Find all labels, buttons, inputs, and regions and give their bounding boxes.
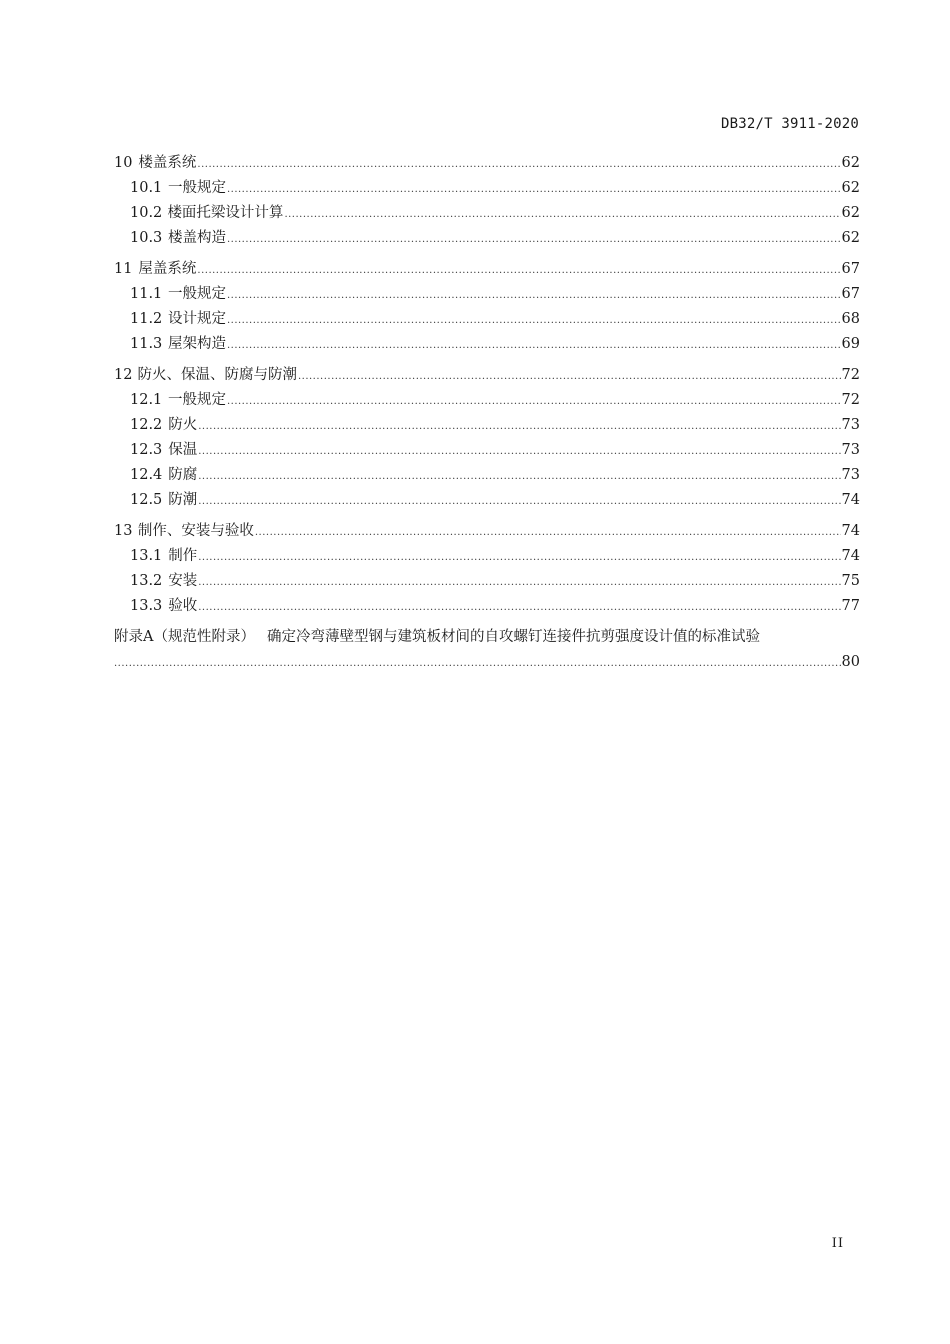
toc-entry-section-10-2[interactable] (114, 203, 860, 228)
toc-entry-page: 73 (841, 467, 860, 483)
appendix-label: 附录A（规范性附录） (114, 629, 255, 645)
toc-entry-page: 69 (841, 336, 860, 352)
toc-leader-dots (227, 180, 841, 200)
toc-entry-page: 80 (841, 654, 860, 670)
toc-leader-dots (227, 392, 841, 412)
toc-entry-title: 楼盖系统 (138, 155, 197, 171)
toc-entry-chapter-10[interactable] (114, 153, 860, 178)
toc-leader-dots (298, 367, 841, 387)
toc-entry-number: 10.3 (130, 230, 163, 246)
toc-entry-number: 13.1 (130, 548, 163, 564)
toc-entry-title: 保温 (168, 442, 198, 458)
toc-entry-number: 11.2 (130, 311, 163, 327)
toc-entry-page: 73 (841, 442, 860, 458)
toc-entry-page: 72 (841, 367, 860, 383)
toc-entry-chapter-12[interactable] (114, 365, 860, 390)
toc-entry-number: 13 (114, 523, 133, 539)
toc-leader-dots (197, 261, 840, 281)
toc-entry-title: 安装 (168, 573, 198, 589)
toc-entry-title: 屋架构造 (167, 336, 226, 352)
toc-entry-page: 74 (841, 523, 860, 539)
toc-entry-section-10-1[interactable] (114, 178, 860, 203)
toc-entry-number: 12.3 (130, 442, 163, 458)
toc-entry-number: 11.3 (130, 336, 163, 352)
toc-entry-page: 74 (841, 492, 860, 508)
toc-leader-dots (198, 442, 840, 462)
toc-entry-title: 一般规定 (167, 286, 226, 302)
toc-leader-dots (198, 548, 840, 568)
toc-entry-chapter-11[interactable] (114, 259, 860, 284)
toc-entry-section-10-3[interactable] (114, 228, 860, 253)
toc-entry-number: 12 (114, 367, 133, 383)
toc-leader-dots (198, 417, 840, 437)
toc-entry-title: 防腐 (168, 467, 198, 483)
toc-entry-section-11-2[interactable] (114, 309, 860, 334)
table-of-contents (114, 153, 860, 677)
toc-entry-title: 楼盖构造 (167, 230, 226, 246)
toc-leader-dots (114, 654, 841, 674)
toc-entry-section-12-1[interactable] (114, 390, 860, 415)
toc-entry-number: 12.1 (130, 392, 163, 408)
toc-entry-section-12-5[interactable] (114, 490, 860, 515)
toc-entry-page: 68 (841, 311, 860, 327)
toc-leader-dots (198, 598, 840, 618)
toc-entry-section-13-3[interactable] (114, 596, 860, 621)
toc-entry-title: 一般规定 (167, 180, 226, 196)
toc-entry-title: 设计规定 (167, 311, 226, 327)
toc-entry-section-13-1[interactable] (114, 546, 860, 571)
toc-entry-section-12-3[interactable] (114, 440, 860, 465)
toc-entry-page: 74 (841, 548, 860, 564)
toc-entry-title: 防潮 (168, 492, 198, 508)
toc-leader-dots (227, 336, 841, 356)
toc-entry-page: 62 (841, 155, 860, 171)
toc-leader-dots (284, 205, 840, 225)
toc-entry-section-11-3[interactable] (114, 334, 860, 359)
toc-leader-dots (198, 573, 840, 593)
toc-entry-page: 67 (841, 286, 860, 302)
toc-entry-appendix-a[interactable] (114, 627, 860, 652)
toc-entry-title: 楼面托梁设计计算 (167, 205, 284, 221)
page-number: II (831, 1236, 844, 1251)
toc-entry-number: 12.5 (130, 492, 163, 508)
toc-entry-number: 11.1 (130, 286, 163, 302)
toc-entry-number: 10.2 (130, 205, 163, 221)
appendix-title: 确定冷弯薄壁型钢与建筑板材间的自攻螺钉连接件抗剪强度设计值的标准试验 (266, 629, 760, 645)
toc-entry-section-12-2[interactable] (114, 415, 860, 440)
toc-entry-section-12-4[interactable] (114, 465, 860, 490)
toc-entry-number: 10.1 (130, 180, 163, 196)
toc-entry-page: 62 (841, 205, 860, 221)
toc-entry-number: 11 (114, 261, 133, 277)
toc-entry-title: 制作、安装与验收 (137, 523, 254, 539)
toc-leader-dots (198, 467, 840, 487)
toc-entry-number: 10 (114, 155, 133, 171)
toc-entry-title: 制作 (168, 548, 198, 564)
toc-entry-page: 77 (841, 598, 860, 614)
toc-leader-dots (255, 523, 841, 543)
toc-entry-number: 13.2 (130, 573, 163, 589)
toc-entry-page: 75 (841, 573, 860, 589)
toc-entry-page: 73 (841, 417, 860, 433)
toc-entry-number: 12.4 (130, 467, 163, 483)
toc-entry-title: 验收 (168, 598, 198, 614)
toc-entry-section-13-2[interactable] (114, 571, 860, 596)
toc-entry-title: 防火、保温、防腐与防潮 (137, 367, 297, 383)
toc-entry-page: 62 (841, 180, 860, 196)
toc-entry-page: 72 (841, 392, 860, 408)
toc-leader-dots (227, 311, 841, 331)
toc-entry-page: 67 (841, 261, 860, 277)
toc-entry-chapter-13[interactable] (114, 521, 860, 546)
toc-entry-title: 屋盖系统 (138, 261, 197, 277)
standard-code: DB32/T 3911-2020 (720, 116, 859, 132)
toc-entry-page: 62 (841, 230, 860, 246)
toc-entry-number: 12.2 (130, 417, 163, 433)
toc-entry-number: 13.3 (130, 598, 163, 614)
toc-leader-dots (197, 155, 840, 175)
toc-entry-title: 防火 (168, 417, 198, 433)
toc-entry-section-11-1[interactable] (114, 284, 860, 309)
toc-entry-appendix-a-page-line[interactable] (114, 652, 860, 677)
toc-leader-dots (227, 286, 841, 306)
toc-leader-dots (227, 230, 841, 250)
toc-leader-dots (198, 492, 840, 512)
toc-entry-title: 一般规定 (167, 392, 226, 408)
